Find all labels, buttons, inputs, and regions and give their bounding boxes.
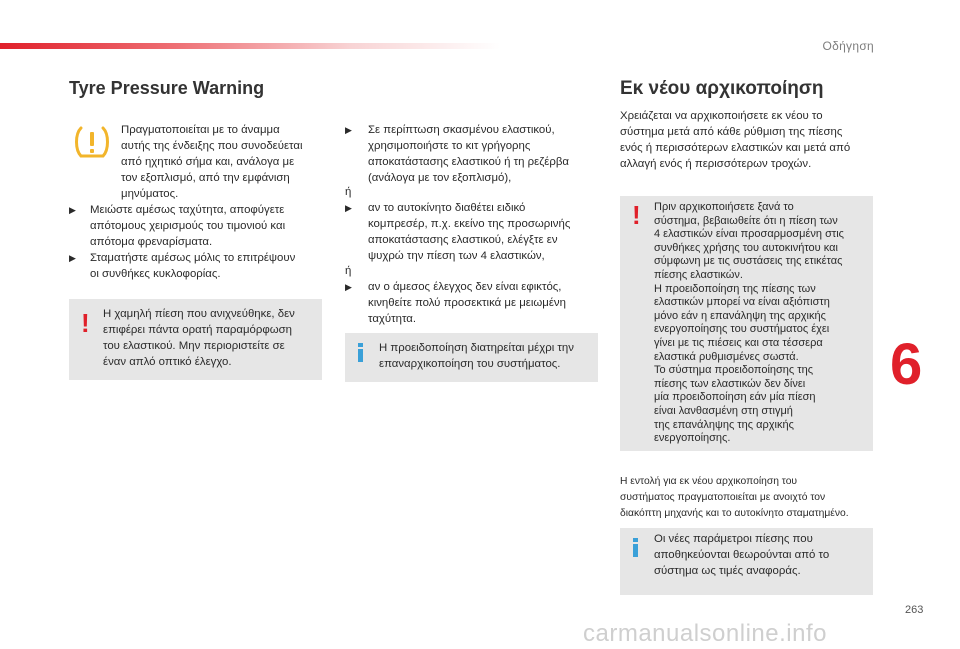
page-number: 263 bbox=[905, 604, 924, 616]
tyre-warning-intro: Πραγματοποιείται με το άναμμα αυτής της ένδειξης που συνοδεύεται από ηχητικό σήμα και, ανάλογα με τον εξοπλισμό, από την εμφάνιση μηνύματος. bbox=[121, 124, 303, 200]
arrow-bullet-icon: ▶ bbox=[345, 282, 352, 292]
exclamation-icon: ! bbox=[81, 308, 90, 338]
reinitialisation-heading: Εκ νέου αρχικοποίηση bbox=[620, 78, 824, 99]
chapter-number: 6 bbox=[890, 332, 923, 397]
warning-box: ! Πριν αρχικοποιήσετε ξανά το σύστημα, βεβαιωθείτε ότι η πίεση των 4 ελαστικών είναι προσαρμοσμένη στις συνθήκες χρήσης του αυτοκινήτου και σύμφωνη με τις συστάσεις της ετικέτας πίεσης ελαστικών. Η προειδοποίηση της πίεσης των ελαστικών μπορεί να είναι αξιόπιστη μόνο εάν η επανάληψη της αρχικής ενεργοποίησης του συστήματος έχει γίνει με τις πιέσεις και στα τέσσερα ελαστικά ρυθμισμένες σωστά. Το σύστημα προειδοποίησης της πίεσης των ελαστικών δεν δίνει μία προειδοποίηση εάν μία πίεση είναι λανθασμένη στη στιγμή της επανάληψης της αρχικής ενεργοποίησης. bbox=[620, 196, 873, 451]
tyre-pressure-warning-heading: Tyre Pressure Warning bbox=[69, 78, 265, 98]
tyre-pressure-warning-icon bbox=[73, 123, 111, 161]
or-text: ή bbox=[345, 186, 352, 198]
info-box: Οι νέες παράμετροι πίεσης που αποθηκεύονται θεωρούνται από το σύστημα ως τιμές αναφοράς. bbox=[620, 528, 873, 595]
reinit-command-note: Η εντολή για εκ νέου αρχικοποίηση του συστήματος πραγματοποιείται με ανοιχτό τον διακόπτη μηχανής και το αυτοκίνητο σταματημένο. bbox=[620, 476, 849, 519]
arrow-bullet-icon: ▶ bbox=[69, 253, 76, 263]
info-box: Η προειδοποίηση διατηρείται μέχρι την επαναρχικοποίηση του συστήματος. bbox=[345, 333, 598, 382]
section-title: Οδήγηση bbox=[822, 39, 874, 53]
list-item: ▶ Σταματήστε αμέσως μόλις το επιτρέψουν οι συνθήκες κυκλοφορίας. bbox=[69, 252, 296, 280]
list-item: ▶ Μειώστε αμέσως ταχύτητα, αποφύγετε απότομους χειρισμούς του τιμονιού και απότομα φρεναρίσματα. bbox=[69, 204, 286, 248]
arrow-bullet-icon: ▶ bbox=[345, 203, 352, 213]
arrow-bullet-icon: ▶ bbox=[69, 205, 76, 215]
header-accent-bar bbox=[0, 43, 500, 49]
warning-box: ! Η χαμηλή πίεση που ανιχνεύθηκε, δεν επιφέρει πάντα ορατή παραμόρφωση του ελαστικού. Μην περιοριστείτε σε έναν απλό οπτικό έλεγχο. bbox=[69, 299, 322, 380]
or-text: ή bbox=[345, 265, 352, 277]
exclamation-icon: ! bbox=[632, 200, 641, 230]
list-item: ▶ αν το αυτοκίνητο διαθέτει ειδικό κομπρεσέρ, π.χ. εκείνο της προσωρινής αποκατάστασης ελαστικού, ελέγξτε εν ψυχρώ την πίεση των 4 ελαστικών, bbox=[345, 202, 571, 262]
list-item: ▶ αν ο άμεσος έλεγχος δεν είναι εφικτός, κινηθείτε πολύ προσεκτικά με μειωμένη ταχύτητα. bbox=[345, 281, 566, 325]
list-item: ▶ Σε περίπτωση σκασμένου ελαστικού, χρησιμοποιήστε το κιτ γρήγορης αποκατάστασης ελαστικού ή τη ρεζέρβα (ανάλογα με τον εξοπλισμό), bbox=[345, 124, 569, 184]
reinit-intro: Χρειάζεται να αρχικοποιήσετε εκ νέου το σύστημα μετά από κάθε ρύθμιση της πίεσης ενός ή περισσότερων ελαστικών και μετά από αλλαγή ενός ή περισσότερων τροχών. bbox=[620, 110, 851, 170]
arrow-bullet-icon: ▶ bbox=[345, 125, 352, 135]
watermark: carmanualsonline.info bbox=[583, 620, 827, 647]
